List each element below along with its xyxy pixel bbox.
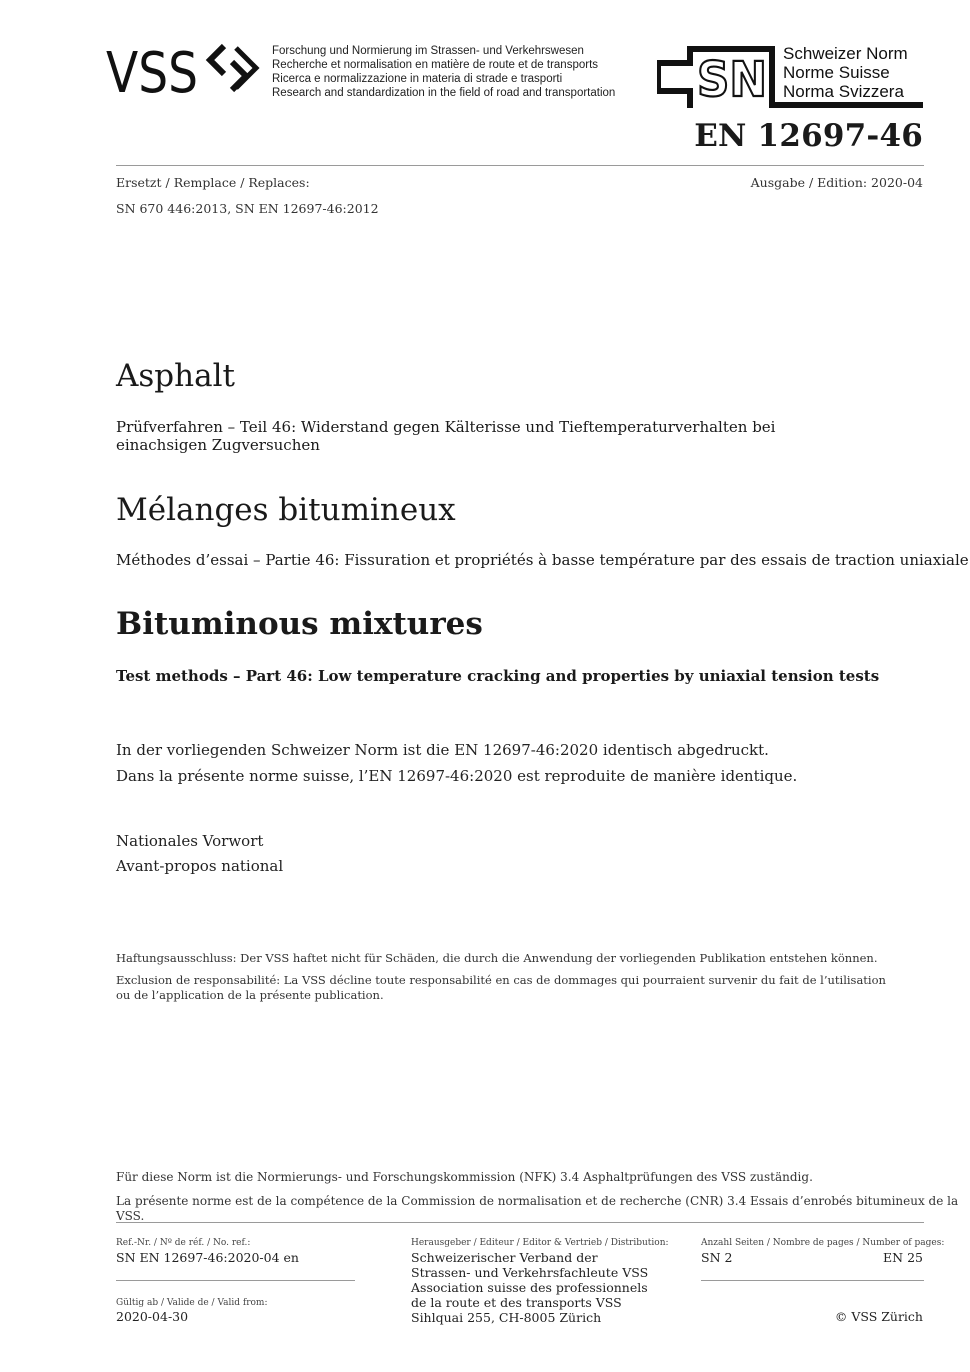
subtitle-french: Méthodes d’essai – Partie 46: Fissuration et propriétés à basse température par des essais de traction uniaxiale <box>116 551 969 569</box>
disclaimer-fr-line2: ou de l’application de la présente publication. <box>116 988 384 1002</box>
norm-number: EN 12697-46 <box>694 118 923 154</box>
committee-fr: La présente norme est de la compétence de la Commission de normalisation et de recherche (CNR) 3.4 Essais d’enrobés bitumineux de la VSS. <box>116 1194 959 1223</box>
footer-divider <box>116 1222 924 1223</box>
vss-logo <box>106 40 266 106</box>
replaces-value: SN 670 446:2013, SN EN 12697-46:2012 <box>116 201 379 216</box>
tagline-line: Recherche et normalisation en matière de route et de transports <box>272 59 599 71</box>
title-french: Mélanges bitumineux <box>116 492 456 528</box>
valid-label: Gültig ab / Valide de / Valid from: <box>116 1298 268 1308</box>
footer-left-divider <box>116 1280 355 1281</box>
foreword-fr: Avant-propos national <box>116 857 284 875</box>
pages-en: EN 25 <box>883 1250 923 1265</box>
ref-value: SN EN 12697-46:2020-04 en <box>116 1250 299 1265</box>
title-german: Asphalt <box>116 358 235 394</box>
copyright: © VSS Zürich <box>834 1309 923 1324</box>
footer-right-divider <box>701 1280 924 1281</box>
vss-logo-text: VSS <box>106 41 198 102</box>
pages-sn: SN 2 <box>701 1250 733 1265</box>
publisher-line: Strassen- und Verkehrsfachleute VSS <box>411 1265 649 1280</box>
publisher-address <box>411 1250 648 1325</box>
identical-statement-de: In der vorliegenden Schweizer Norm ist die EN 12697-46:2020 identisch abgedruckt. <box>116 741 769 759</box>
subtitle-german: Prüfverfahren – Teil 46: Widerstand gegen Kälterisse und Tieftemperaturverhalten bei einachsigen Zugversuchen <box>116 418 776 454</box>
committee-de: Für diese Norm ist die Normierungs- und Forschungskommission (NFK) 3.4 Asphaltprüfungen des VSS zuständig. <box>116 1170 813 1184</box>
sn-line-it: Norma Svizzera <box>783 82 904 101</box>
sn-line-fr: Norme Suisse <box>783 63 890 82</box>
ref-label: Ref.-Nr. / Nº de réf. / No. ref.: <box>116 1238 251 1248</box>
publisher-line: Sihlquai 255, CH-8005 Zürich <box>411 1310 602 1325</box>
replaces-label: Ersetzt / Remplace / Replaces: <box>116 175 310 190</box>
foreword-de: Nationales Vorwort <box>116 832 264 850</box>
sn-logo-text: SN <box>697 52 767 108</box>
tagline-line: Research and standardization in the field of road and transportation <box>272 87 616 99</box>
subtitle-english: Test methods – Part 46: Low temperature cracking and properties by uniaxial tension tests <box>116 667 880 685</box>
disclaimer-de: Haftungsausschluss: Der VSS haftet nicht für Schäden, die durch die Anwendung der vorliegenden Publikation entstehen können. <box>116 951 878 965</box>
pages-label: Anzahl Seiten / Nombre de pages / Number of pages: <box>701 1238 945 1248</box>
sn-line-de: Schweizer Norm <box>783 44 908 63</box>
title-english: Bituminous mixtures <box>116 606 483 642</box>
disclaimer-fr-line1: Exclusion de responsabilité: La VSS décline toute responsabilité en cas de dommages qui pourraient survenir du fait de l’utilisation <box>116 973 886 987</box>
publisher-line: Association suisse des professionnels <box>411 1280 648 1295</box>
edition-label: Ausgabe / Edition: 2020-04 <box>750 175 923 190</box>
identical-statement-fr: Dans la présente norme suisse, l’EN 12697-46:2020 est reproduite de manière identique. <box>116 767 798 785</box>
sn-norm-names <box>783 44 908 101</box>
publisher-label: Herausgeber / Editeur / Editor & Vertrieb / Distribution: <box>411 1238 669 1248</box>
header-divider <box>116 165 924 166</box>
publisher-line: Schweizerischer Verband der <box>411 1250 598 1265</box>
tagline-line: Ricerca e normalizzazione in materia di strade e trasporti <box>272 73 563 85</box>
publisher-line: de la route et des transports VSS <box>411 1295 622 1310</box>
tagline-line: Forschung und Normierung im Strassen- und Verkehrswesen <box>272 45 584 57</box>
valid-value: 2020-04-30 <box>116 1309 189 1324</box>
vss-tagline <box>272 44 615 100</box>
